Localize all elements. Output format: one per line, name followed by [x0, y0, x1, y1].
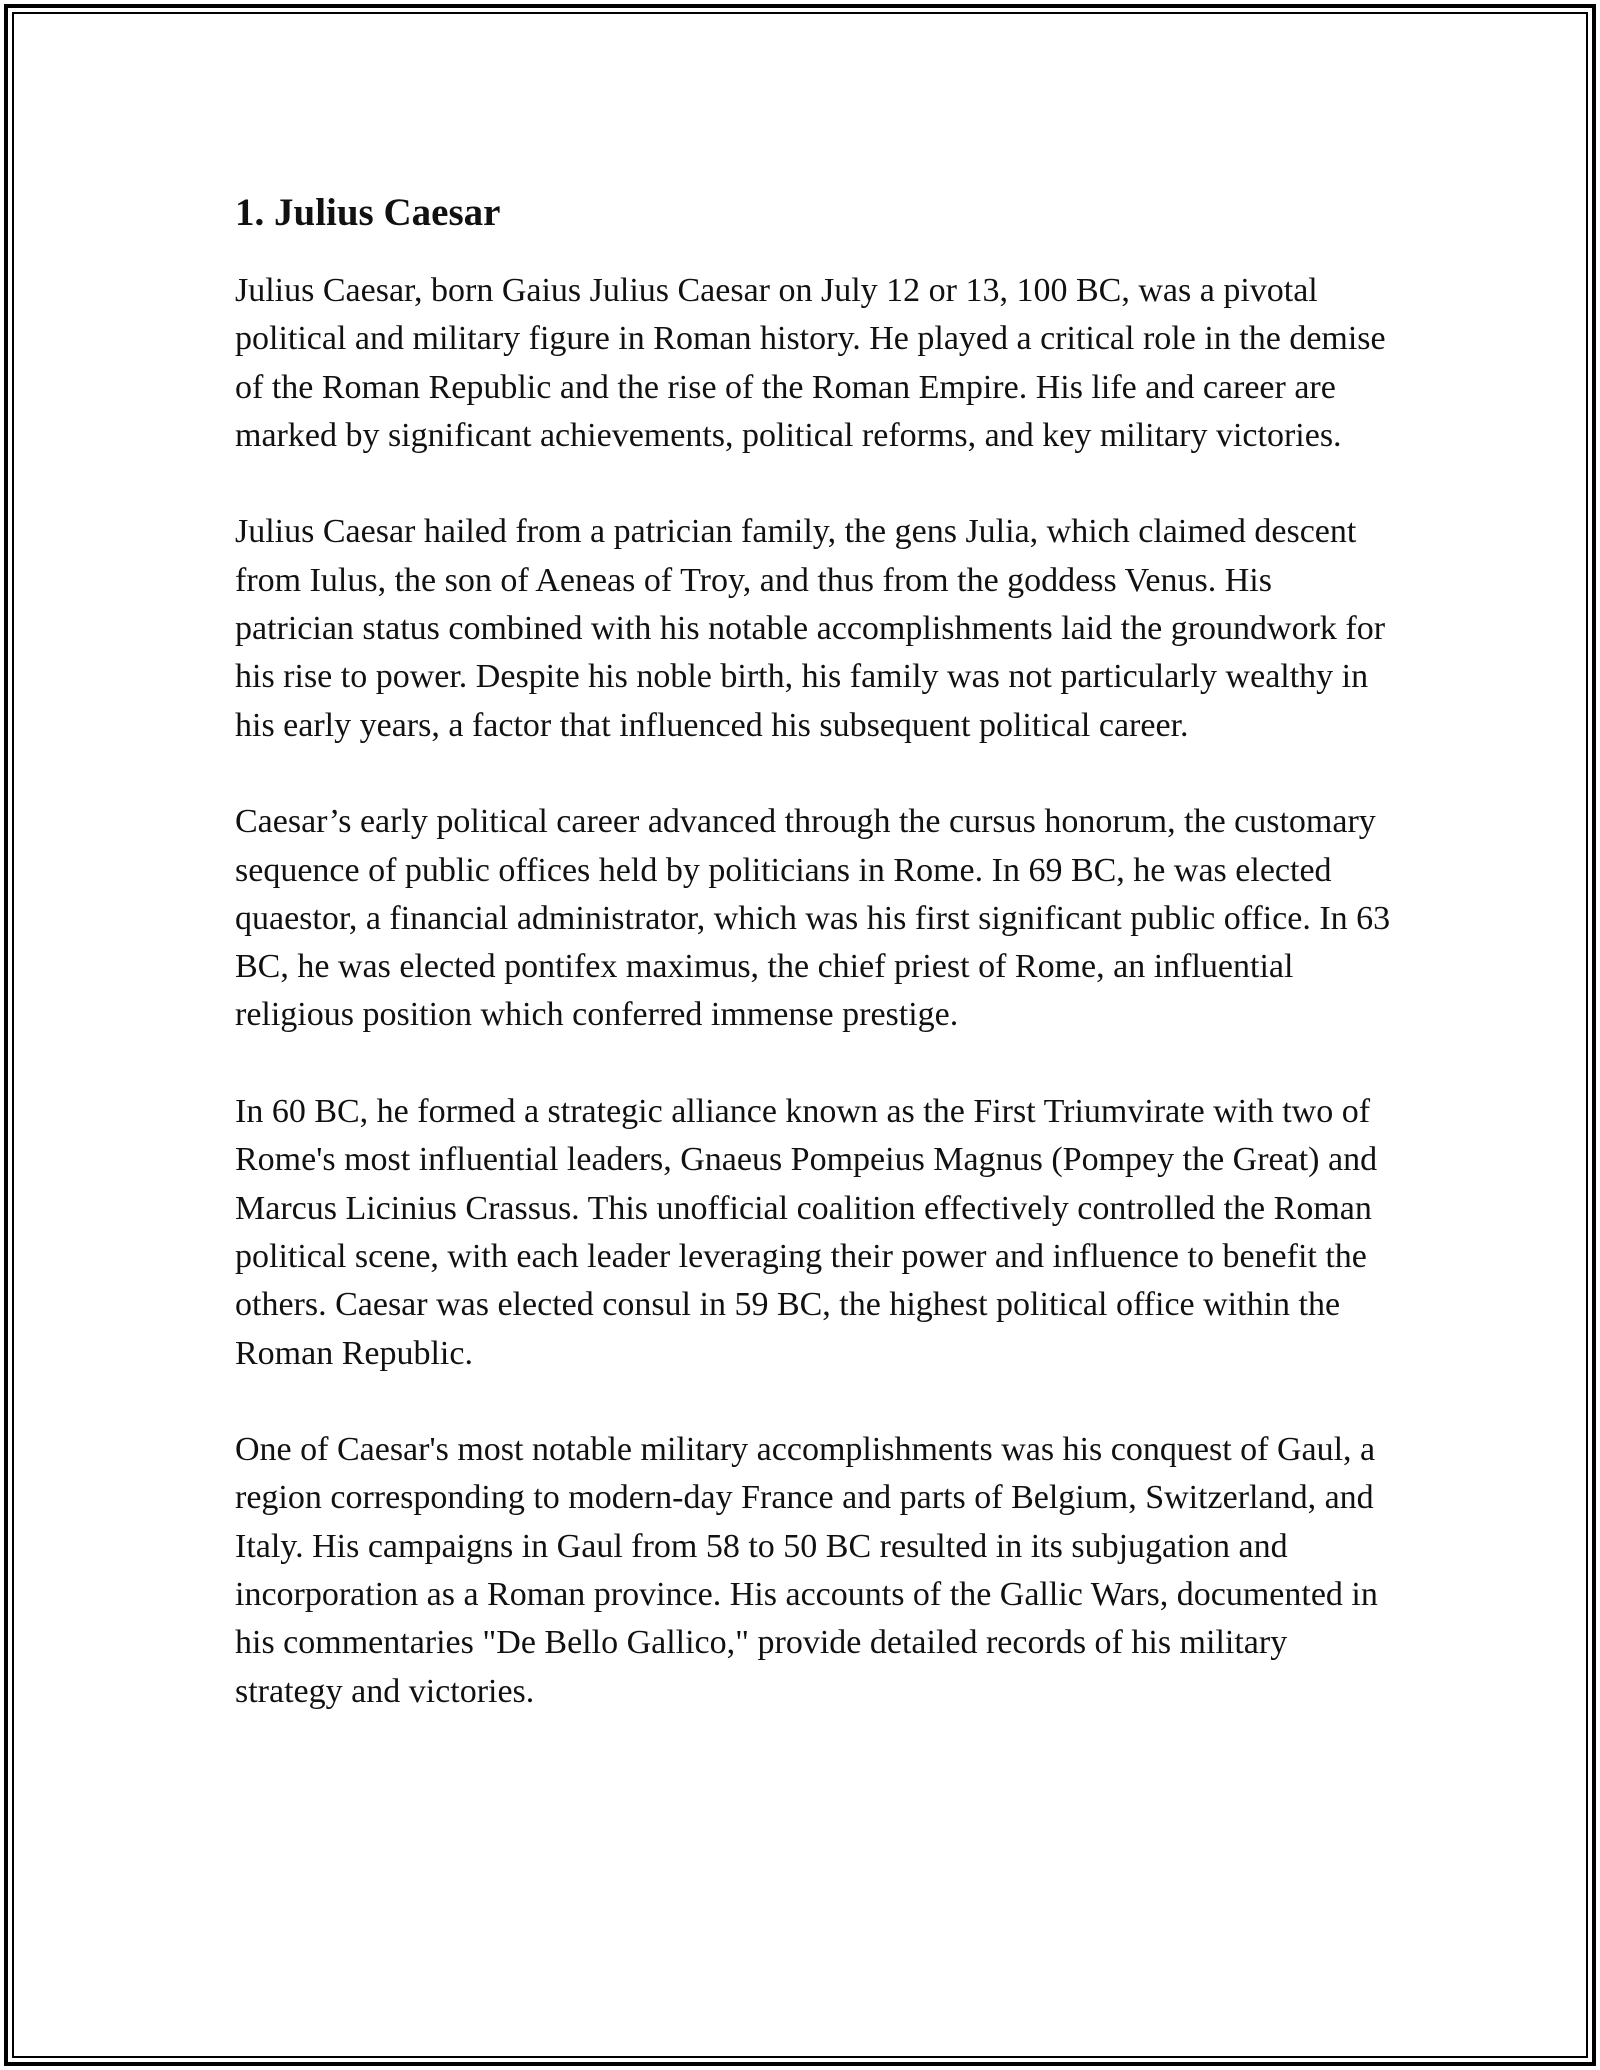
paragraph-first-triumvirate: In 60 BC, he formed a strategic alliance known as the First Triumvirate with two of Rome's most influential leaders, Gnaeus Pompeius Magnus (Pompey the Great) and Marcus Licinius Crassus. This unofficial coalition effectively controlled the Roman political scene, with each leader leveraging their power and influence to benefit the others. Caesar was elected consul in 59 BC, the highest political office within the Roman Republic. [235, 1093, 1378, 1372]
page-title: 1. Julius Caesar [235, 191, 501, 234]
paragraph-gallic-wars: One of Caesar's most notable military accomplishments was his conquest of Gaul, a region corresponding to modern-day France and parts of Belgium, Switzerland, and Italy. His campaigns in Gaul from 58 to 50 BC resulted in its subjugation and incorporation as a Roman province. His accounts of the Gallic Wars, documented in his commentaries "De Bello Gallico," provide detailed records of his military strategy and victories. [235, 1431, 1378, 1710]
paragraph-family-background: Julius Caesar hailed from a patrician family, the gens Julia, which claimed descent from Iulus, the son of Aeneas of Troy, and thus from the goddess Venus. His patrician status combined with his notable accomplishments laid the groundwork for his rise to power. Despite his noble birth, his family was not particularly wealthy in his early years, a factor that influenced his subsequent political career. [235, 513, 1386, 744]
paragraph-introduction: Julius Caesar, born Gaius Julius Caesar on July 12 or 13, 100 BC, was a pivotal political and military figure in Roman history. He played a critical role in the demise of the Roman Republic and the rise of the Roman Empire. His life and career are marked by significant achievements, political reforms, and key military victories. [235, 272, 1386, 454]
document-body [235, 182, 1395, 1764]
paragraph-early-career: Caesar’s early political career advanced through the cursus honorum, the customary sequence of public offices held by politicians in Rome. In 69 BC, he was elected quaestor, a financial administrator, which was his first significant public office. In 63 BC, he was elected pontifex maximus, the chief priest of Rome, an influential religious position which conferred immense prestige. [235, 803, 1391, 1034]
